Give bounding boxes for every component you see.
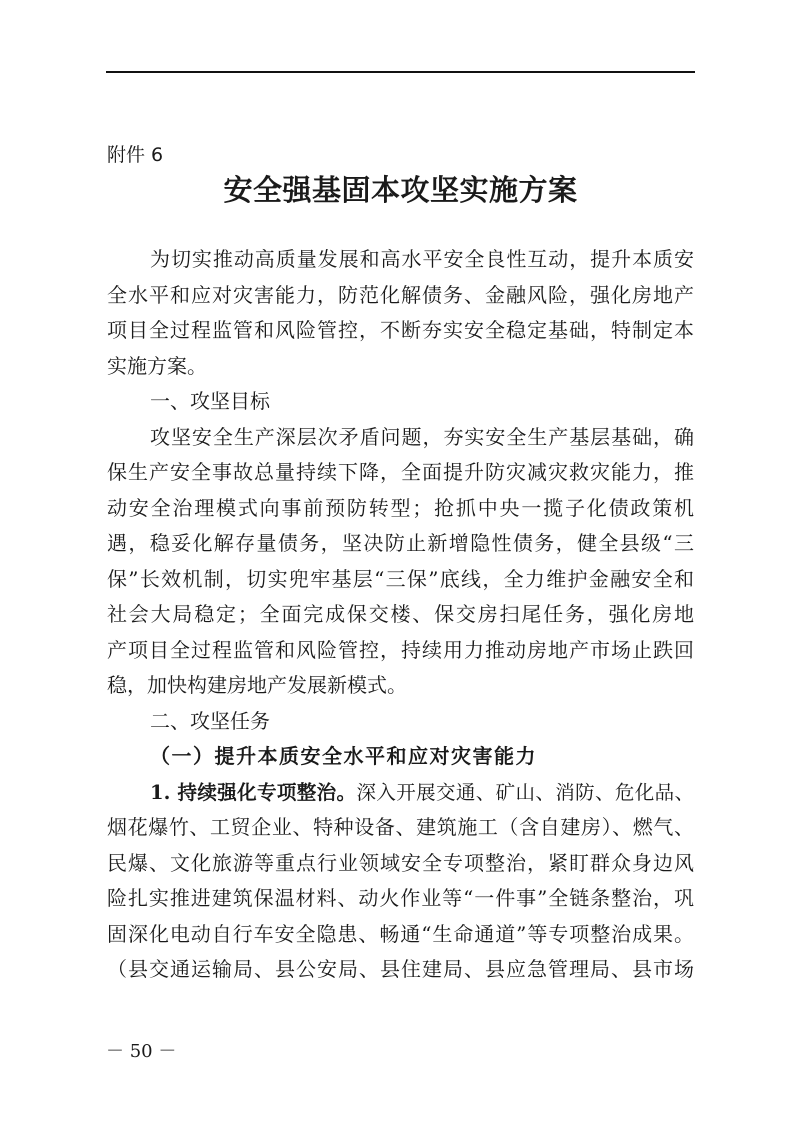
text-line: 烟花爆竹、工贸企业、特种设备、建筑施工（含自建房）、燃气、 xyxy=(107,815,694,839)
text-line: 保生产安全事故总量持续下降，全面提升防灾减灾救灾能力，推 xyxy=(107,460,694,484)
document-title: 安全强基固本攻坚实施方案 xyxy=(223,173,578,207)
text-line: （县交通运输局、县公安局、县住建局、县应急管理局、县市场 xyxy=(107,957,694,981)
intro-paragraph xyxy=(107,242,694,384)
text-line: 遇，稳妥化解存量债务，坚决防止新增隐性债务，健全县级“三 xyxy=(107,531,694,555)
text-line: 民爆、文化旅游等重点行业领域安全专项整治，紧盯群众身边风 xyxy=(107,850,694,875)
text-line: 全水平和应对灾害能力，防范化解债务、金融风险，强化房地产 xyxy=(107,282,694,307)
text-line: 产项目全过程监管和风险管控，持续用力推动房地产市场止跌回 xyxy=(107,637,694,662)
goals-paragraph xyxy=(107,420,694,704)
document-body xyxy=(107,242,694,988)
text-line: 稳，加快构建房地产发展新模式。 xyxy=(107,673,407,697)
header-rule xyxy=(106,71,695,73)
text-line: 动安全治理模式向事前预防转型；抢抓中央一揽子化债政策机 xyxy=(107,495,694,520)
text-line: 为切实推动高质量发展和高水平安全良性互动，提升本质安 xyxy=(150,247,694,271)
text-line: 攻坚安全生产深层次矛盾问题，夯实安全生产基层基础，确 xyxy=(150,424,694,449)
item-lead: 1. 持续强化专项整治。 xyxy=(150,780,357,804)
text-line: 实施方案。 xyxy=(107,353,207,378)
attachment-label: 附件 6 xyxy=(107,144,164,166)
section-heading-tasks: 二、攻坚任务 xyxy=(150,708,270,733)
item-paragraph xyxy=(107,775,694,988)
text-line xyxy=(107,775,694,811)
text-line: 项目全过程监管和风险管控，不断夯实安全稳定基础，特制定本 xyxy=(107,318,694,342)
text-line: 保”长效机制，切实兜牢基层“三保”底线，全力维护金融安全和 xyxy=(107,566,694,591)
text-line: 险扎实推进建筑保温材料、动火作业等“一件事”全链条整治，巩 xyxy=(107,886,694,910)
subsection-heading: （一）提升本质安全水平和应对灾害能力 xyxy=(150,744,537,768)
section-heading-goals: 一、攻坚目标 xyxy=(150,389,270,413)
page-number: － 50 － xyxy=(106,1041,177,1062)
text-line: 社会大局稳定；全面完成保交楼、保交房扫尾任务，强化房地 xyxy=(107,602,694,626)
item-text: 深入开展交通、矿山、消防、危化品、 xyxy=(356,780,694,804)
text-line: 固深化电动自行车安全隐患、畅通“生命通道”等专项整治成果。 xyxy=(107,921,694,946)
